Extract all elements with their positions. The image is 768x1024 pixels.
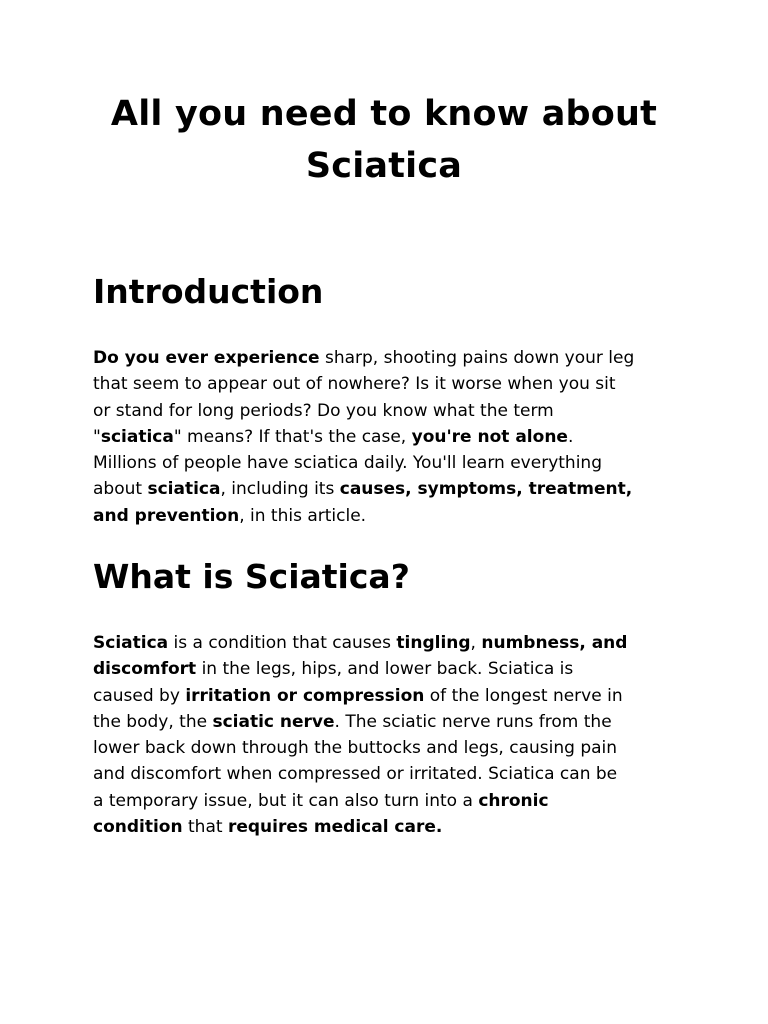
text: a temporary issue, but it can also turn into a — [93, 790, 479, 811]
bold-text: Do you ever experience — [93, 348, 320, 368]
bold-text: Sciatica — [93, 633, 169, 653]
introduction-heading: Introduction — [93, 272, 324, 311]
bold-text: discomfort — [93, 659, 197, 680]
bold-text: chronic — [478, 790, 549, 811]
text: of the longest nerve in — [424, 685, 623, 706]
what-is-sciatica-paragraph — [93, 630, 693, 840]
text: " — [93, 426, 101, 447]
text: . — [567, 426, 574, 447]
text: sharp, shooting pains down your leg — [319, 348, 635, 368]
text: the body, the — [93, 711, 213, 732]
bold-text: tingling — [396, 633, 471, 653]
text: that seem to appear out of nowhere? Is it worse when you sit — [93, 374, 616, 395]
text: is a condition that causes — [168, 633, 397, 653]
bold-text: you're not alone — [411, 426, 568, 447]
text: about — [93, 479, 148, 500]
bold-text: condition — [93, 817, 183, 838]
bold-text: sciatic nerve — [212, 711, 335, 732]
bold-text: numbness, and — [481, 633, 628, 653]
text: lower back down through the buttocks and legs, causing pain — [93, 738, 618, 759]
bold-text: sciatica — [147, 479, 221, 500]
title-line-1: All you need to know about — [110, 94, 658, 134]
document-title — [60, 88, 708, 192]
bold-text: requires medical care. — [227, 817, 443, 838]
text: Millions of people have sciatica daily. You'll learn everything — [93, 453, 602, 474]
what-is-sciatica-heading: What is Sciatica? — [93, 557, 410, 596]
text: and discomfort when compressed or irritated. Sciatica can be — [93, 764, 618, 785]
text: or stand for long periods? Do you know what the term — [93, 400, 554, 421]
text: caused by — [93, 685, 186, 706]
text: " means? If that's the case, — [173, 426, 412, 447]
bold-text: and prevention — [93, 505, 240, 526]
bold-text: irritation or compression — [185, 685, 425, 706]
text: in the legs, hips, and lower back. Sciatica is — [196, 659, 574, 680]
text: that — [182, 817, 228, 838]
bold-text: causes, symptoms, treatment, — [339, 479, 633, 500]
introduction-paragraph — [93, 345, 693, 529]
text: , including its — [220, 479, 340, 500]
bold-text: sciatica — [100, 426, 174, 447]
title-line-2: Sciatica — [305, 146, 463, 186]
text: , in this article. — [239, 505, 367, 526]
text: , — [470, 633, 482, 653]
text: . The sciatic nerve runs from the — [334, 711, 612, 732]
